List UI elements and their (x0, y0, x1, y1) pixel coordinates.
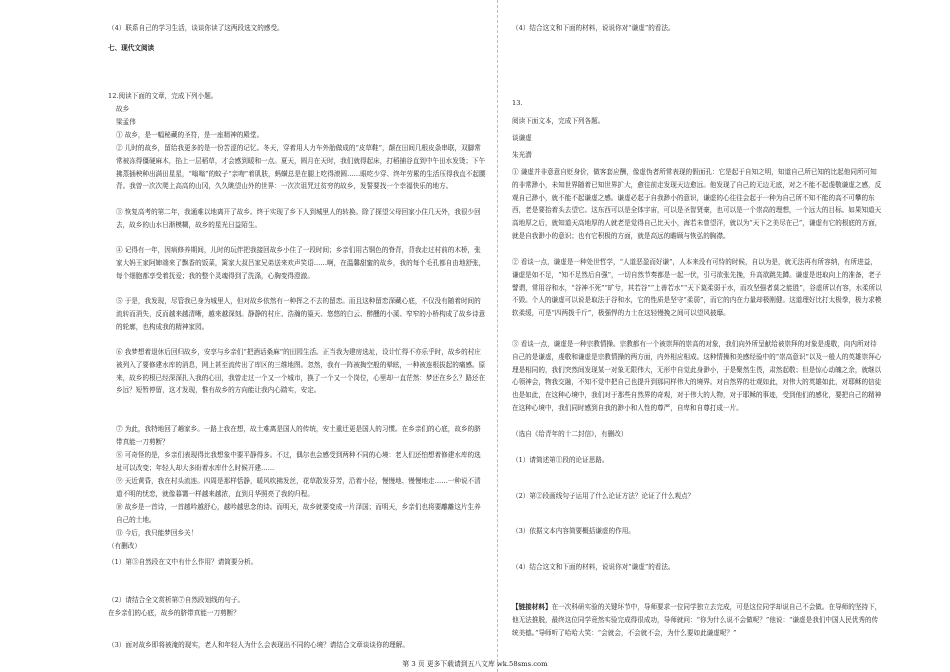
left-column (108, 0, 486, 672)
question-3: （3）面对故乡即将被淹的现实，老人和年轻人为什么会表现出不同的心境？请结合文章谈谈你的理解。 (108, 641, 409, 649)
essay-title: 谈谦虚 (512, 134, 532, 142)
q12-intro: 12.阅读下面的文章，完成下列小题。 (108, 92, 218, 100)
paragraph-2: ② 儿时的故乡，留给我更多的是一份苦涩的记忆。冬天，穿着用人力车外胎做成的“皮草鞋”，颠在田间几根皮条串联，双脚常常被冻得僵硬麻木，掐上一层稻草，才会感到暖和一点。夏天，圆月在天时，我们就得起床，打稻捕谷直到中午田水发烫；下午拂蒸插秧种出满田星星，“嗡嗡”的蚊子“亲吻”着肌肤，蚂蟥总是在腿上吃得滚圆……眼吃少穿、终年劳累的生活压得我直不起腰背。我曾一次次爬上高高的山冈，久久眺望山外的世界：一次次诅咒过贫穷的故乡，发誓要找一个幸福快乐的地方。 (116, 144, 486, 191)
paragraph-5: ⑤ 于是，我发现，尽管我已身为城里人，但对故乡依然有一种挥之不去的留恋。而且这种留恋深藏心底，不仅没有随着时间的流转而消失，反而越来越清晰，越来越深刻。静静的村庄、浩瀚的篁天、悠悠的白云、醉醺的小溪、窄窄的小桥构成了故乡诗意的轮廓，也构成我的精神家园。 (116, 297, 486, 331)
link-text: 在一次科研实验的关键环节中，导师要求一位同学独立去完成，可是这位同学却说自己不会做。在导师的坚持下，他无法推脱，最终这位同学竟然实验完成得很成功，导师就问：“你为什么说不会做呢？”他说：“谦虚是我们中国人民优秀的传统美德。”导师听了哈哈大笑：“会就会，不会就不会，为什么要如此谦虚呢？” (512, 603, 882, 637)
paragraph-4: ④ 记得有一年，因病修养期间，儿时的玩伴把我接回故乡小住了一段时间；乡亲们用古铜色的脊背，背我走过村前的木桥，张家大妈王家阿婶端来了飘香的饭菜，篱家大叔吕家兄弟送来欢声笑语……啊，在温馨甜蜜的故乡，我的每个毛孔都自由地舒张，每个细胞都享受着抚爱；我的整个灵魂得到了洗涤，心胸变得澄澈。 (116, 246, 486, 280)
source-note: （有删改） (108, 542, 141, 550)
right-column (512, 0, 882, 672)
paragraph-1: ① 谦虚并非意意自贬身价，做客套应酬，像虚伪者所常表现的假面孔：它是起于自知之明，知道自己所已知的比起他同所可知的非常渺小，未知世界随着已知世界扩大，愈往前走发现天边愈远。他发现了自己的无边无底，对之不能不起虔敬谦虚之感，反观自己渺小，就不能不起谦虚之感。谦虚必起于自我渺小的意识，谦虚的心往往会起于一种为自己所不知不能的高不可攀的东西，老是要抬着头去望它。这东西可以是全体宇宙，可以是圣智贤豪，也可以是一个崇高的理想，一个远大的目标。如果知道天高地厚之后，就知道天高地厚的人就老是觉得自己比天小，海若未曾望洋，就以为“天下之美尽在己”，谦虚有它的根底的方面，就是自我渺小的意识；也有它积极的方面，就是高远的瞻顾与恢弘的胸襟。 (512, 168, 882, 240)
paragraph-11: ⑪ 今后，我只能梦回乡关！ (116, 529, 198, 537)
paragraph-3: ③ 看谈一点，谦虚是一种宗教情操。宗教都有一个被崇拜的崇高的对象，我们向外所呈献给被崇拜的对象是虔敬，向内所对待自己的是谦虚，虔敬和谦虚是宗教情操的两方面，内外相应相成。这种情操和美感经验中的“崇高意识”以及一般人的英雄崇拜心理是相同的，我们突然间发现某一对象无限伟大，无形中自觉此身渺小，于是聚然生畏，肃然起敬；但是惊心动魄之余，就继以心领神会，物我交融，不知不觉中把自己也提升到那同样伟大的境界。对自然界的壮观如此，对伟大的英雄如此，对耶稣的信徒也是如此，在这种心境中，我们对于那些自然界的奇观，对于伟大的人物，对于耶稣的事迹，受到他们的感化，要把自己的精神 (512, 340, 882, 400)
paragraph-6: ⑥ 我梦想着退休后回归故乡，安享与乡亲们“把酒话桑麻”的田园生活。正当我为建房选址，设计忙得不亦乐乎时，故乡的村庄被列入了要修建水库的消息，网上甚至流传出了库区的三维地图。忽然，我有一阵被掏空般的晕眩，一种被连根拔起的痛感。原来，故乡的根已经深深扎入我的心田，我曾走过一个又一个城市，换了一个又一个岗位，心里却一直茫然：梦还在乡么？路还在乡远？短暂停留，这才发现，惟有故乡的方向能让我内心踏实，安定。 (116, 348, 486, 395)
link-label: 【链接材料】 (512, 603, 552, 611)
question-4: （4）结合这文和下面的材料，说说你对“谦虚”的看法。 (512, 24, 675, 32)
question-2-quote: 在乡亲们的心底，故乡的脐带真能一刀剪断？ (108, 609, 240, 617)
question-2: （2）请结合全文赏析第⑦自然段划线的句子。 (108, 596, 245, 604)
paragraph-1: ① 故乡，是一幅秘藏的圣符，是一座精神的殿堂。 (116, 131, 264, 139)
question-3: （3）依据文本内容简要概括谦虚的作用。 (512, 527, 635, 535)
paragraph-7: ⑦ 为此，我特地回了趟家乡。一路上我在想，故土难离是国人的传统，安土重迁更是国人的习惯。在乡亲们的心底，故乡的脐带真能一刀剪断？ (116, 425, 481, 446)
paragraph-2: ② 看谈一点，谦虚是一种处世哲学，“人道恶盈而好谦”，人本来没有可恃的时候，自以为是，就无法再有所容纳，有所进益，谦虚是如不足，“知不足然后自强”，一切自然节奏都是一起一伏，引弓欲张先挽，升高欲跳先蹲。谦虚是进取向上的准备，老子譬谓，常用谷和水，“谷神不死”“旷兮，其若谷”“上善若水”“天下莫柔弱于水，而攻坚强者莫之能胜”，谷虚所以有容，水柔所以不毁。个人的谦虚可以说是取法于谷和水，它的性质是坚守“柔弱”，而它的内在力量却极刚健。这道理好比打太极拳，极力求模软柔缓，可是“四两拨千斤”，极强悍的力士在这轻慢挽之间可以望风披靡。 (512, 258, 882, 318)
question-4: （4）结合这文和下面的材料，说说你对“谦虚”的看法。 (512, 563, 675, 571)
q13-number: 13. (512, 99, 523, 107)
column-divider (497, 0, 498, 672)
paragraph-3-end: 在这种心境中，我们同时感到自我的渺小和人性的尊严，自卑和自尊打成一片。 (512, 404, 743, 412)
essay-author: 朱光潜 (512, 151, 532, 159)
question-2: （2）第②段画线句子运用了什么论证方法？论证了什么观点？ (512, 492, 695, 500)
question-1: （1）第③自然段在文中有什么作用？请简要分析。 (108, 558, 258, 566)
paragraph-10: ⑩ 故乡是一首诗，一首越吟越舒心，越吟越思念的诗。而明天，故乡就要变成一片泽国；而明天，乡亲们也将要離離这片生养自己的土地。 (116, 503, 481, 524)
paragraph-8: ⑧ 可奇怪的是，乡亲们表现得比我想象中要平静得多。不过，偶尔也会感受到两种不同的心境：老人们还怕想着修建水库的选址可以改变；年轻人却大多盼着水库什么时候开建…… (116, 451, 481, 472)
essay-title: 故乡 (116, 105, 130, 113)
section-title: 七、现代文阅读 (108, 44, 155, 52)
source-note: （选自《给青年的十二封信》，有删改） (512, 430, 628, 438)
prev-question-4: （4）联系自己的学习生活，谈谈你读了这两段选文的感受。 (108, 24, 284, 32)
q13-intro: 阅读下面文本，完成下列各题。 (512, 117, 605, 125)
question-1: （1）请简述第①段的论证思路。 (512, 456, 609, 464)
paragraph-3: ③ 恢复高考的第二年，我通难以地离开了故乡。终于实现了乡下人到城里人的转换。除了探望父母回家小住几天外，我很少回去，故乡的山水日渐模糊，故乡的星光日益陌生。 (116, 208, 481, 229)
page-footer: 第 3 页 更多下载请到五八文库 wk.58sms.com (402, 660, 548, 668)
essay-author: 梁孟伟 (116, 118, 136, 126)
paragraph-9: ⑨ 天近黄昏，我在村头流连。四周是那样恬静，暖风吹拂发丝，花草散发芬芳，沿着小径，慢慢地、慢慢地走……一种说不清道不明的忧恋，就像暮霭一样越来越浓，直到月华照亮了我的归程。 (116, 477, 481, 498)
link-material (512, 601, 882, 640)
